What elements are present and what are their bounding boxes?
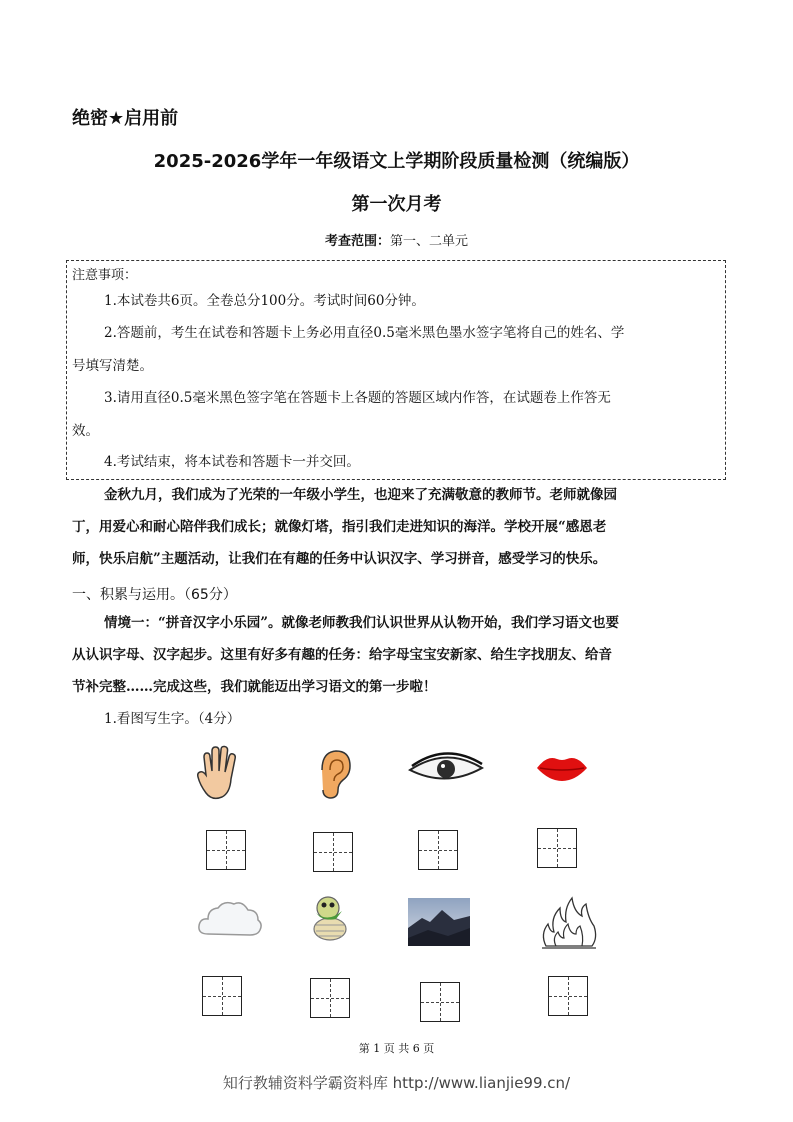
situation-line: 从认识字母、汉字起步。这里有好多有趣的任务：给字母宝宝安新家、给生字找朋友、给音 <box>72 647 612 663</box>
writing-grid[interactable] <box>202 976 242 1016</box>
eye-icon <box>408 752 484 786</box>
exam-subtitle: 第一次月考 <box>351 194 442 215</box>
intro-line: 金秋九月，我们成为了光荣的一年级小学生，也迎来了充满敬意的教师节。老师就像园 <box>104 487 617 503</box>
notice-line: 3.请用直径0.5毫米黑色签字笔在答题卡上各题的答题区域内作答，在试题卷上作答无 <box>104 390 611 406</box>
page-footer: 第 1 页 共 6 页 <box>358 1042 435 1055</box>
exam-scope <box>0 230 793 249</box>
fire-icon <box>538 894 600 952</box>
intro-line: 师，快乐启航”主题活动，让我们在有趣的任务中认识汉字、学习拼音，感受学习的快乐。 <box>72 551 607 567</box>
intro-line: 丁，用爱心和耐心陪伴我们成长；就像灯塔，指引我们走进知识的海洋。学校开展“感恩老 <box>72 519 607 535</box>
writing-grid[interactable] <box>420 982 460 1022</box>
lips-icon <box>535 753 589 783</box>
section-heading: 一、积累与运用。（65分） <box>72 587 237 603</box>
writing-grid[interactable] <box>537 828 577 868</box>
writing-grid[interactable] <box>206 830 246 870</box>
scope-value: 第一、二单元 <box>390 234 469 249</box>
question-1: 1.看图写生字。（4分） <box>104 711 241 727</box>
notice-line: 1.本试卷共6页。全卷总分100分。考试时间60分钟。 <box>104 293 425 309</box>
watermark-text[interactable]: 知行教辅资料学霸资料库 http://www.lianjie99.cn/ <box>222 1074 571 1092</box>
writing-grid[interactable] <box>548 976 588 1016</box>
mountain-icon <box>408 898 470 946</box>
situation-line: 节补完整……完成这些，我们就能迈出学习语文的第一步啦！ <box>72 679 437 695</box>
notice-line: 效。 <box>72 423 99 439</box>
scope-label: 考查范围： <box>324 234 390 249</box>
secret-label: 绝密★启用前 <box>72 108 179 129</box>
notice-line: 号填写清楚。 <box>72 358 153 374</box>
situation-line: 情境一：“拼音汉字小乐园”。就像老师教我们认识世界从认物开始，我们学习语文也要 <box>104 615 620 631</box>
notice-line: 4.考试结束，将本试卷和答题卡一并交回。 <box>104 454 360 470</box>
ear-icon <box>316 748 354 800</box>
hand-icon <box>196 745 242 801</box>
exam-title: 2025-2026学年一年级语文上学期阶段质量检测（统编版） <box>153 151 640 172</box>
bug-icon <box>306 893 354 943</box>
cloud-icon <box>196 898 264 940</box>
writing-grid[interactable] <box>418 830 458 870</box>
notice-heading: 注意事项： <box>72 268 138 283</box>
notice-line: 2.答题前，考生在试卷和答题卡上务必用直径0.5毫米黑色墨水签字笔将自己的姓名、学 <box>104 325 625 341</box>
writing-grid[interactable] <box>313 832 353 872</box>
writing-grid[interactable] <box>310 978 350 1018</box>
